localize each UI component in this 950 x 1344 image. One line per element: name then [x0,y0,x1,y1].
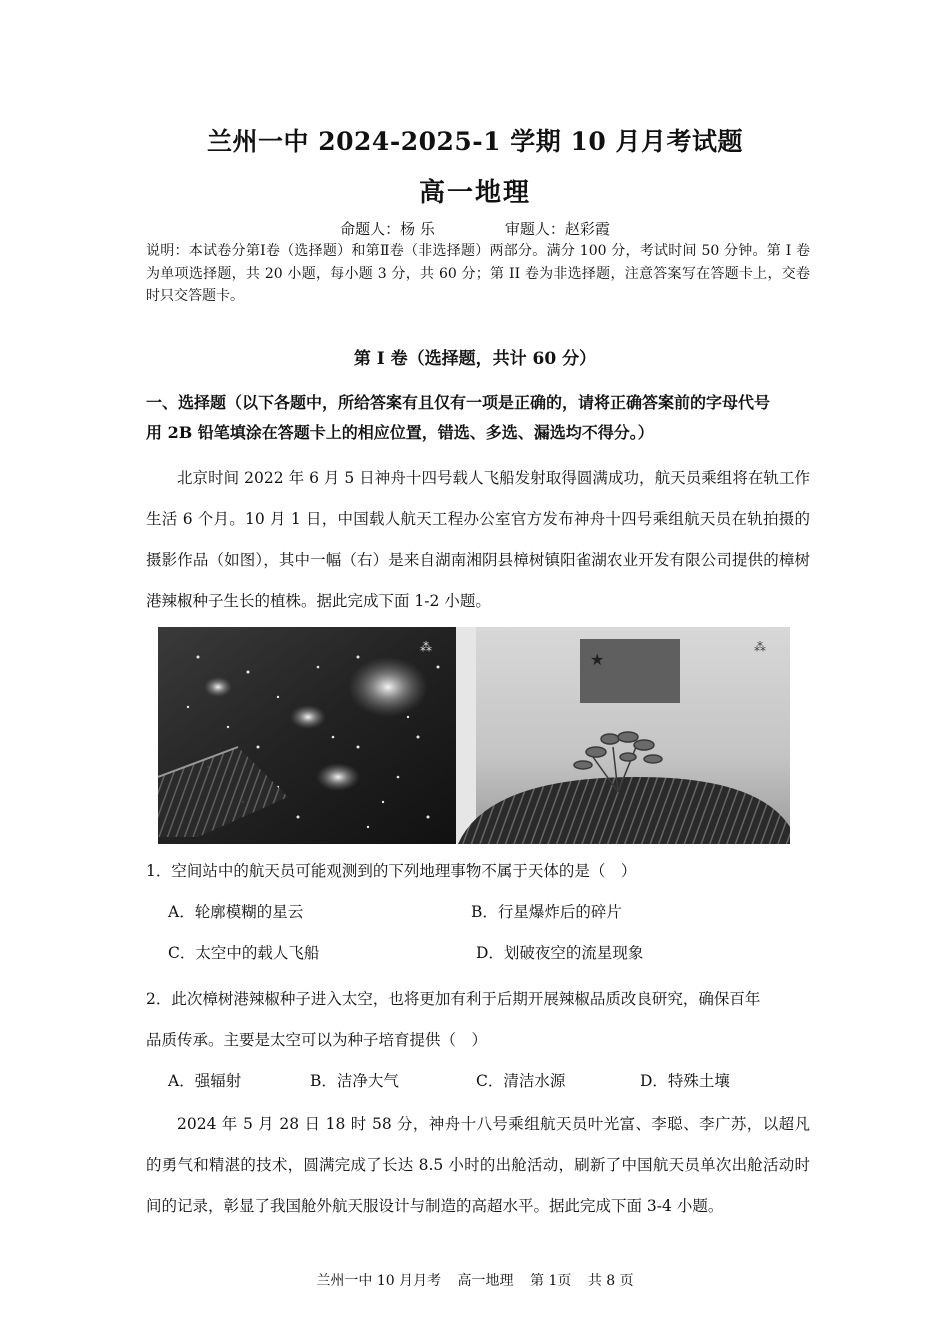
footer-total: 共 8 页 [587,1273,634,1289]
question-2-stem-line-2: 品质传承。主要是太空可以为种子培育提供（ ） [146,1031,488,1049]
section-title: 第 I 卷（选择题，共计 60 分） [353,349,597,369]
svg-text:⁂: ⁂ [754,640,766,654]
q2-option-a[interactable]: A．强辐射 [168,1072,242,1090]
svg-text:⁂: ⁂ [420,640,432,654]
exam-note: 说明：本试卷分第Ⅰ卷（选择题）和第Ⅱ卷（非选择题）两部分。满分 100 分，考试时间 50 分钟。第 I 卷为单项选择题，共 20 小题，每小题 3 分，共 60 分；第 II 卷为非选择题，注意答案写在答题卡上，交卷时只交答题卡。 [146,243,810,304]
author-label: 命题人：杨 乐 [340,220,435,238]
passage-2: 2024 年 5 月 28 日 18 时 58 分，神舟十八号乘组航天员叶光富、李聪、李广苏，以超凡的勇气和精湛的技术，圆满完成了长达 8.5 小时的出舱活动，刷新了中国航天员单次出舱活动时间的记录，彰显了我国舱外航天服设计与制造的高超水平。据此完成下面 3-4 小题。 [146,1115,810,1215]
space-photos [158,627,790,844]
passage-1: 北京时间 2022 年 6 月 5 日神舟十四号载人飞船发射取得圆满成功，航天员乘组将在轨工作生活 6 个月。10 月 1 日，中国载人航天工程办公室官方发布神舟十四号乘组航天员在轨拍摄的摄影作品（如图），其中一幅（右）是来自湖南湘阴县樟树镇阳雀湖农业开发有限公司提供的樟树港辣椒种子生长的植株。据此完成下面 1-2 小题。 [146,469,810,610]
question-1-stem: 1．空间站中的航天员可能观测到的下列地理事物不属于天体的是（ ） [146,862,637,880]
q1-option-c[interactable]: C．太空中的载人飞船 [168,944,320,962]
footer-school: 兰州一中 10 月月考 [316,1273,442,1289]
q1-option-b[interactable]: B．行星爆炸后的碎片 [471,903,622,921]
instructions-line-2: 用 2B 铅笔填涂在答题卡上的相应位置，错选、多选、漏选均不得分。） [146,423,654,442]
svg-text:★: ★ [590,650,605,669]
q1-option-a[interactable]: A．轮廓模糊的星云 [168,903,304,921]
question-2-stem-line-1: 2．此次樟树港辣椒种子进入太空，也将更加有利于后期开展辣椒品质改良研究，确保百年 [146,990,761,1008]
exam-title: 兰州一中 2024-2025-1 学期 10 月月考试题 [207,127,743,156]
exam-subtitle: 高一地理 [418,178,531,208]
question-1 [146,851,826,974]
q2-option-b[interactable]: B．洁净大气 [310,1072,399,1090]
instructions-line-1: 一、选择题（以下各题中，所给答案有且仅有一项是正确的，请将正确答案前的字母代号 [146,393,771,412]
footer-subject: 高一地理 [457,1273,514,1289]
reviewer-label: 审题人：赵彩霞 [504,220,610,238]
q2-option-c[interactable]: C．清洁水源 [476,1072,566,1090]
page-footer [0,1270,950,1290]
footer-page: 第 1页 [530,1273,572,1289]
space-photos-image [158,627,790,844]
exam-authors [0,218,950,239]
q1-option-d[interactable]: D．划破夜空的流星现象 [476,944,644,962]
q2-option-d[interactable]: D．特殊土壤 [640,1072,730,1090]
question-2 [146,979,826,1102]
section-instructions [146,388,826,448]
